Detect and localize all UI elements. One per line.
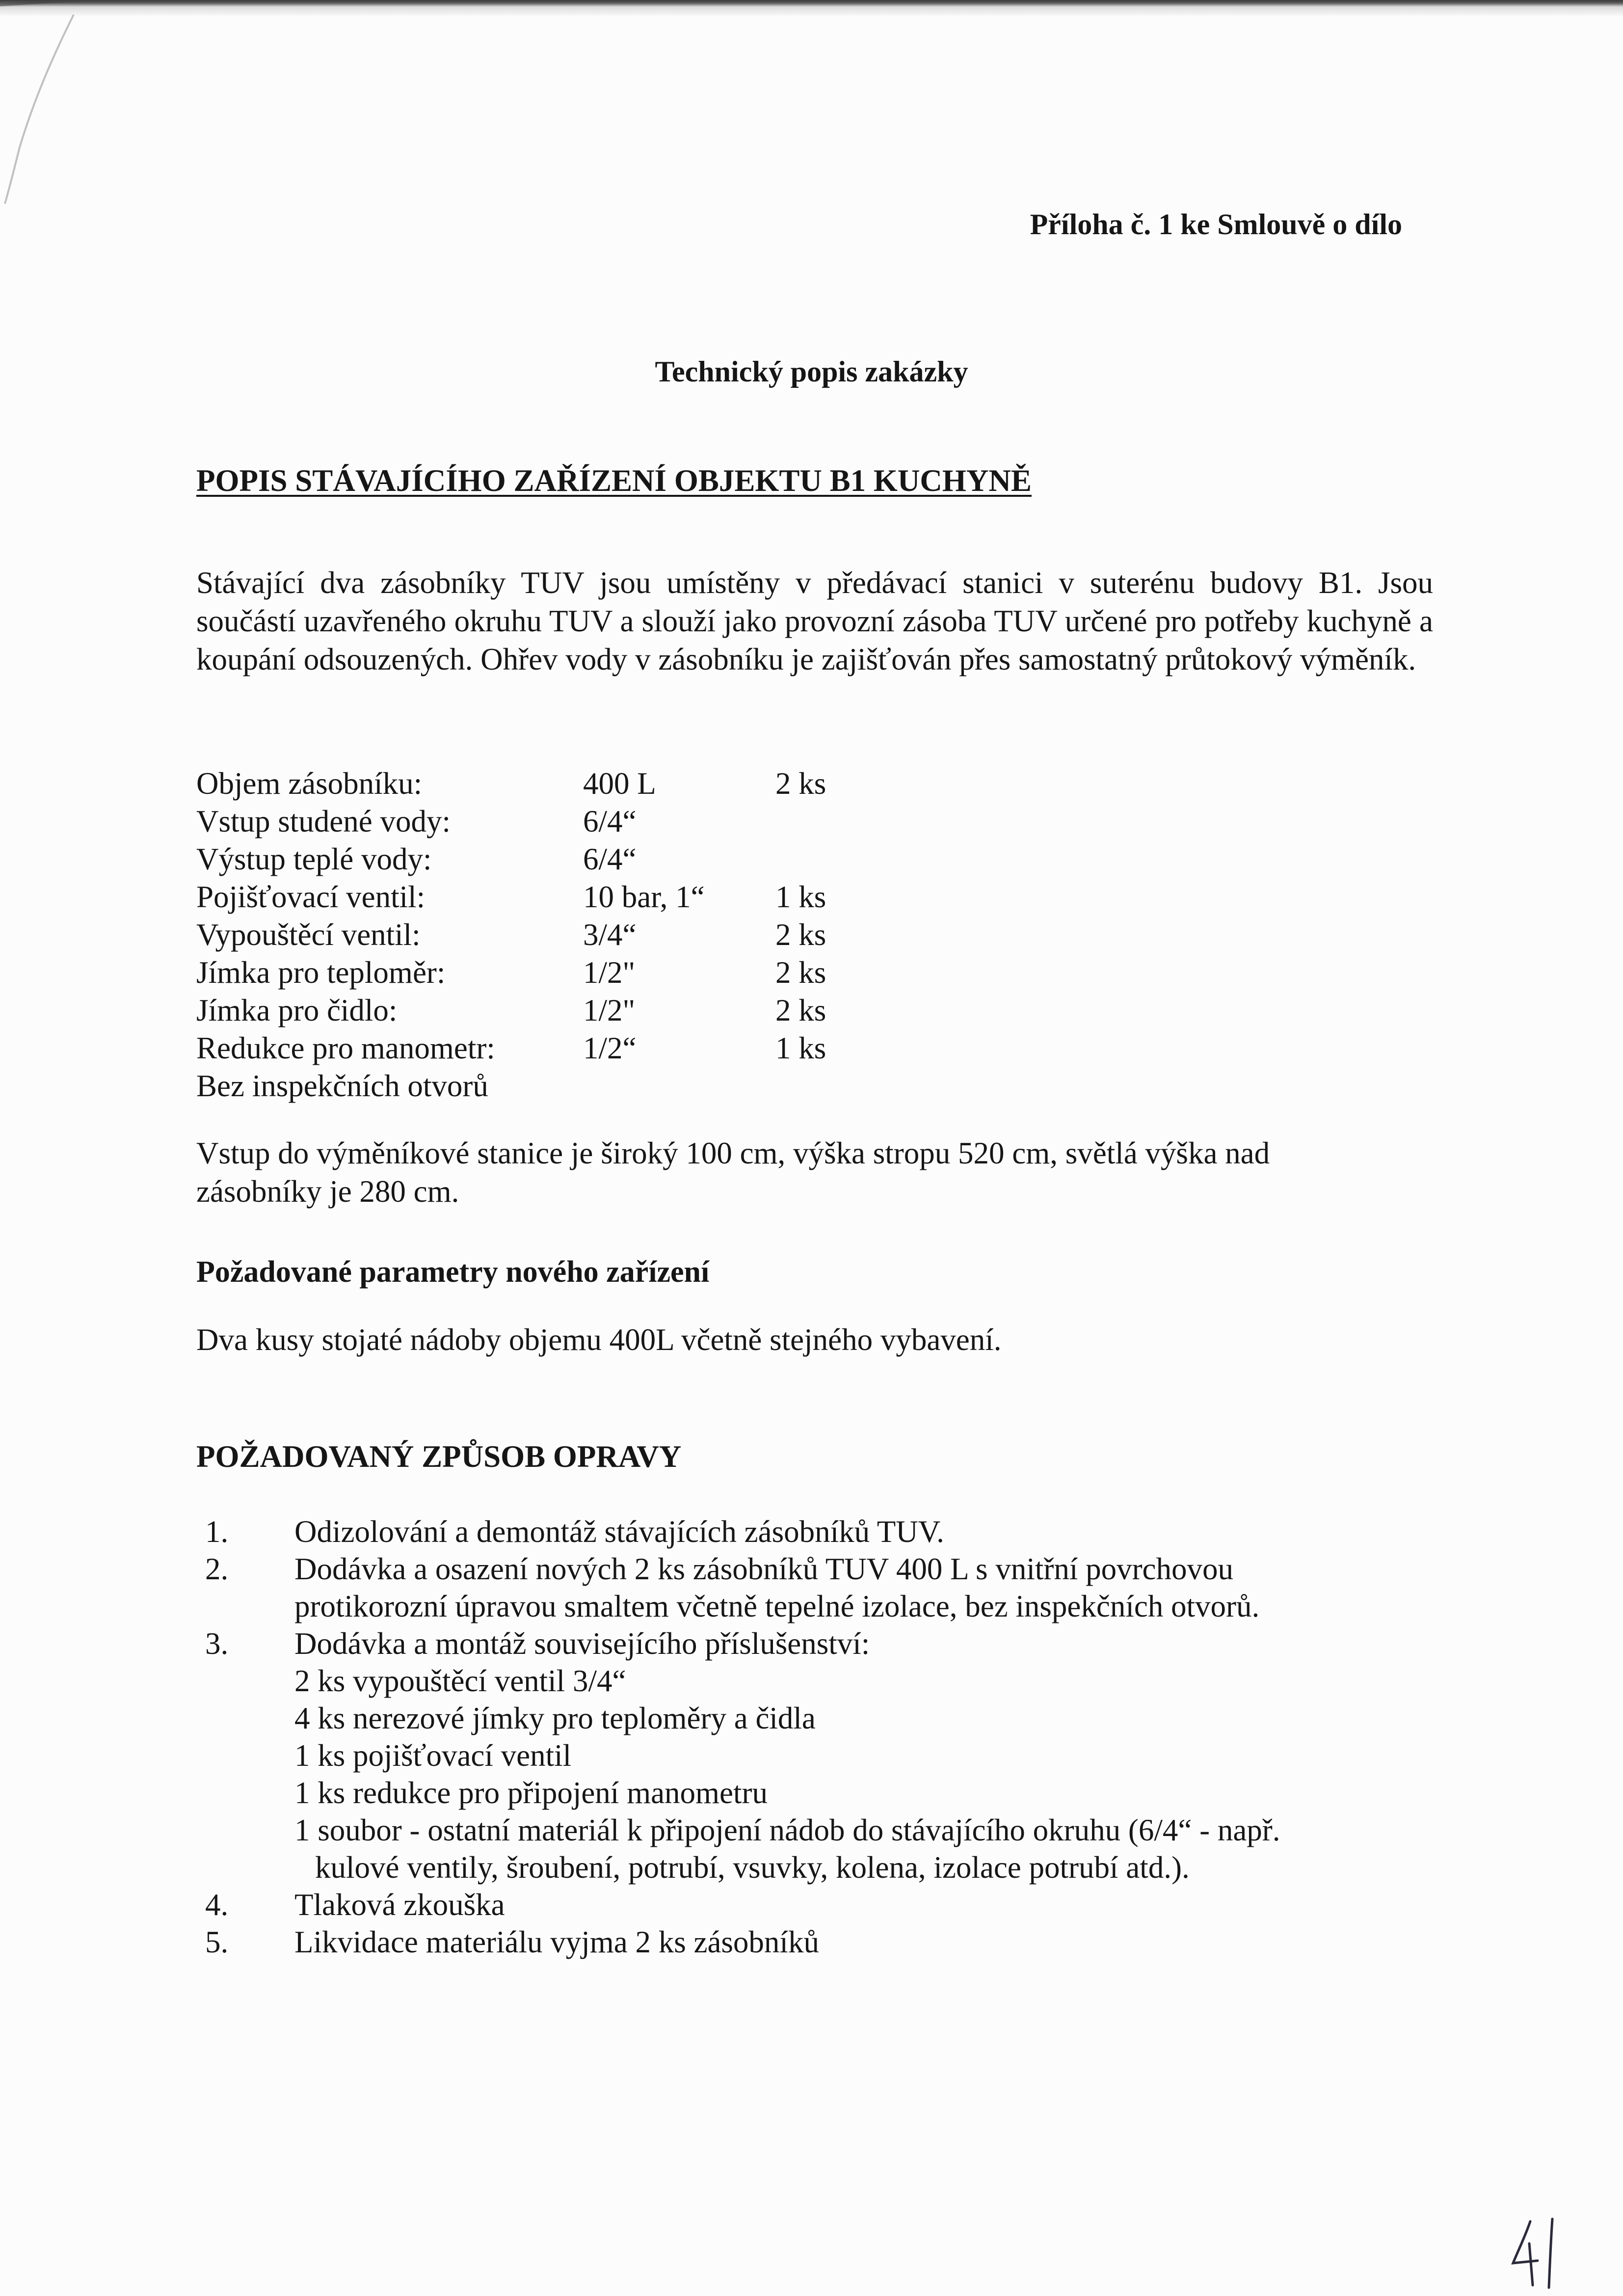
step-number: 2. — [205, 1552, 229, 1586]
step-text: Dodávka a montáž souvisejícího příslušenství: — [294, 1626, 870, 1661]
repair-step — [196, 1513, 1280, 1550]
step-text: Dodávka a osazení nových 2 ks zásobníků TUV 400 L s vnitřní povrchovou — [294, 1552, 1234, 1586]
parameter-label: Pojišťovací ventil: — [196, 880, 426, 914]
parameter-label: Vypouštěcí ventil: — [196, 918, 421, 952]
section-heading-repair: POŽADOVANÝ ZPŮSOB OPRAVY — [196, 1439, 682, 1474]
step-number: 4. — [205, 1888, 229, 1922]
parameter-label: Objem zásobníku: — [196, 766, 423, 801]
parameter-value: 3/4“ — [583, 918, 637, 952]
parameter-count: 2 ks — [775, 918, 826, 952]
repair-step — [196, 1886, 1280, 1923]
required-params-text: Dva kusy stojaté nádoby objemu 400L včetně stejného vybavení. — [196, 1323, 1002, 1357]
parameter-label: Vstup studené vody: — [196, 804, 451, 838]
parameter-value: 10 bar, 1“ — [583, 880, 705, 914]
parameter-value: 6/4“ — [583, 842, 637, 876]
step-number: 5. — [205, 1925, 229, 1959]
parameter-count: 2 ks — [775, 766, 826, 801]
accessory-item: 1 soubor - ostatní materiál k připojení nádob do stávajícího okruhu (6/4“ - např. — [294, 1813, 1280, 1847]
document-title: Technický popis zakázky — [655, 355, 968, 388]
repair-step — [196, 1625, 1280, 1886]
step-text: Tlaková zkouška — [294, 1888, 505, 1922]
attachment-label: Příloha č. 1 ke Smlouvě o dílo — [1030, 208, 1402, 241]
accessory-item: 4 ks nerezové jímky pro teploměry a čidla — [294, 1701, 816, 1735]
accessory-item: 1 ks redukce pro připojení manometru — [294, 1776, 768, 1810]
parameter-count: 1 ks — [775, 880, 826, 914]
parameter-count: 2 ks — [775, 955, 826, 990]
parameter-label: Redukce pro manometr: — [196, 1031, 495, 1065]
section-heading-required-params: Požadované parametry nového zařízení — [196, 1255, 710, 1289]
repair-step — [196, 1550, 1280, 1625]
handwritten-initials — [1511, 2216, 1565, 2290]
section-heading-existing: POPIS STÁVAJÍCÍHO ZAŘÍZENÍ OBJEKTU B1 KUCHYNĚ — [196, 463, 1032, 498]
parameter-label: Jímka pro čidlo: — [196, 993, 398, 1027]
existing-description: Stávající dva zásobníky TUV jsou umístěny v předávací stanici v suterénu budovy B1. Jsou součástí uzavřeného okruhu TUV a slouží jako provozní zásoba TUV určené pro potřeby kuchyně a koupání odsouzených. Ohřev vody v zásobníku je zajišťován přes samostatný průtokový výměník. — [196, 566, 1433, 676]
accessory-item: 2 ks vypouštěcí ventil 3/4“ — [294, 1664, 626, 1698]
step-text-continuation: protikorozní úpravou smaltem včetně tepelné izolace, bez inspekčních otvorů. — [294, 1589, 1260, 1623]
repair-steps-list — [196, 1513, 1280, 1961]
step-number: 3. — [205, 1626, 229, 1661]
scan-fold-line — [0, 0, 79, 206]
repair-step — [196, 1923, 1280, 1961]
step-text: Likvidace materiálu vyjma 2 ks zásobníků — [294, 1925, 819, 1959]
parameter-value: 400 L — [583, 766, 656, 801]
accessory-item-continuation: kulové ventily, šroubení, potrubí, vsuvky, kolena, izolace potrubí atd.). — [315, 1850, 1190, 1885]
parameter-label: Výstup teplé vody: — [196, 842, 432, 876]
parameter-value: 6/4“ — [583, 804, 637, 838]
step-number: 1. — [205, 1514, 229, 1549]
access-dimensions: Vstup do výměníkové stanice je široký 100 cm, výška stropu 520 cm, světlá výška nad zásobníky je 280 cm. — [196, 1136, 1270, 1209]
parameter-label: Jímka pro teploměr: — [196, 955, 446, 990]
scan-edge-shadow — [0, 0, 1623, 17]
parameter-label: Bez inspekčních otvorů — [196, 1069, 488, 1103]
parameter-count: 1 ks — [775, 1031, 826, 1065]
accessory-list — [294, 1662, 1280, 1886]
parameter-value: 1/2" — [583, 955, 636, 990]
parameter-count: 2 ks — [775, 993, 826, 1027]
parameter-value: 1/2“ — [583, 1031, 637, 1065]
parameter-value: 1/2" — [583, 993, 636, 1027]
step-text: Odizolování a demontáž stávajících zásobníků TUV. — [294, 1514, 944, 1549]
accessory-item: 1 ks pojišťovací ventil — [294, 1738, 572, 1773]
